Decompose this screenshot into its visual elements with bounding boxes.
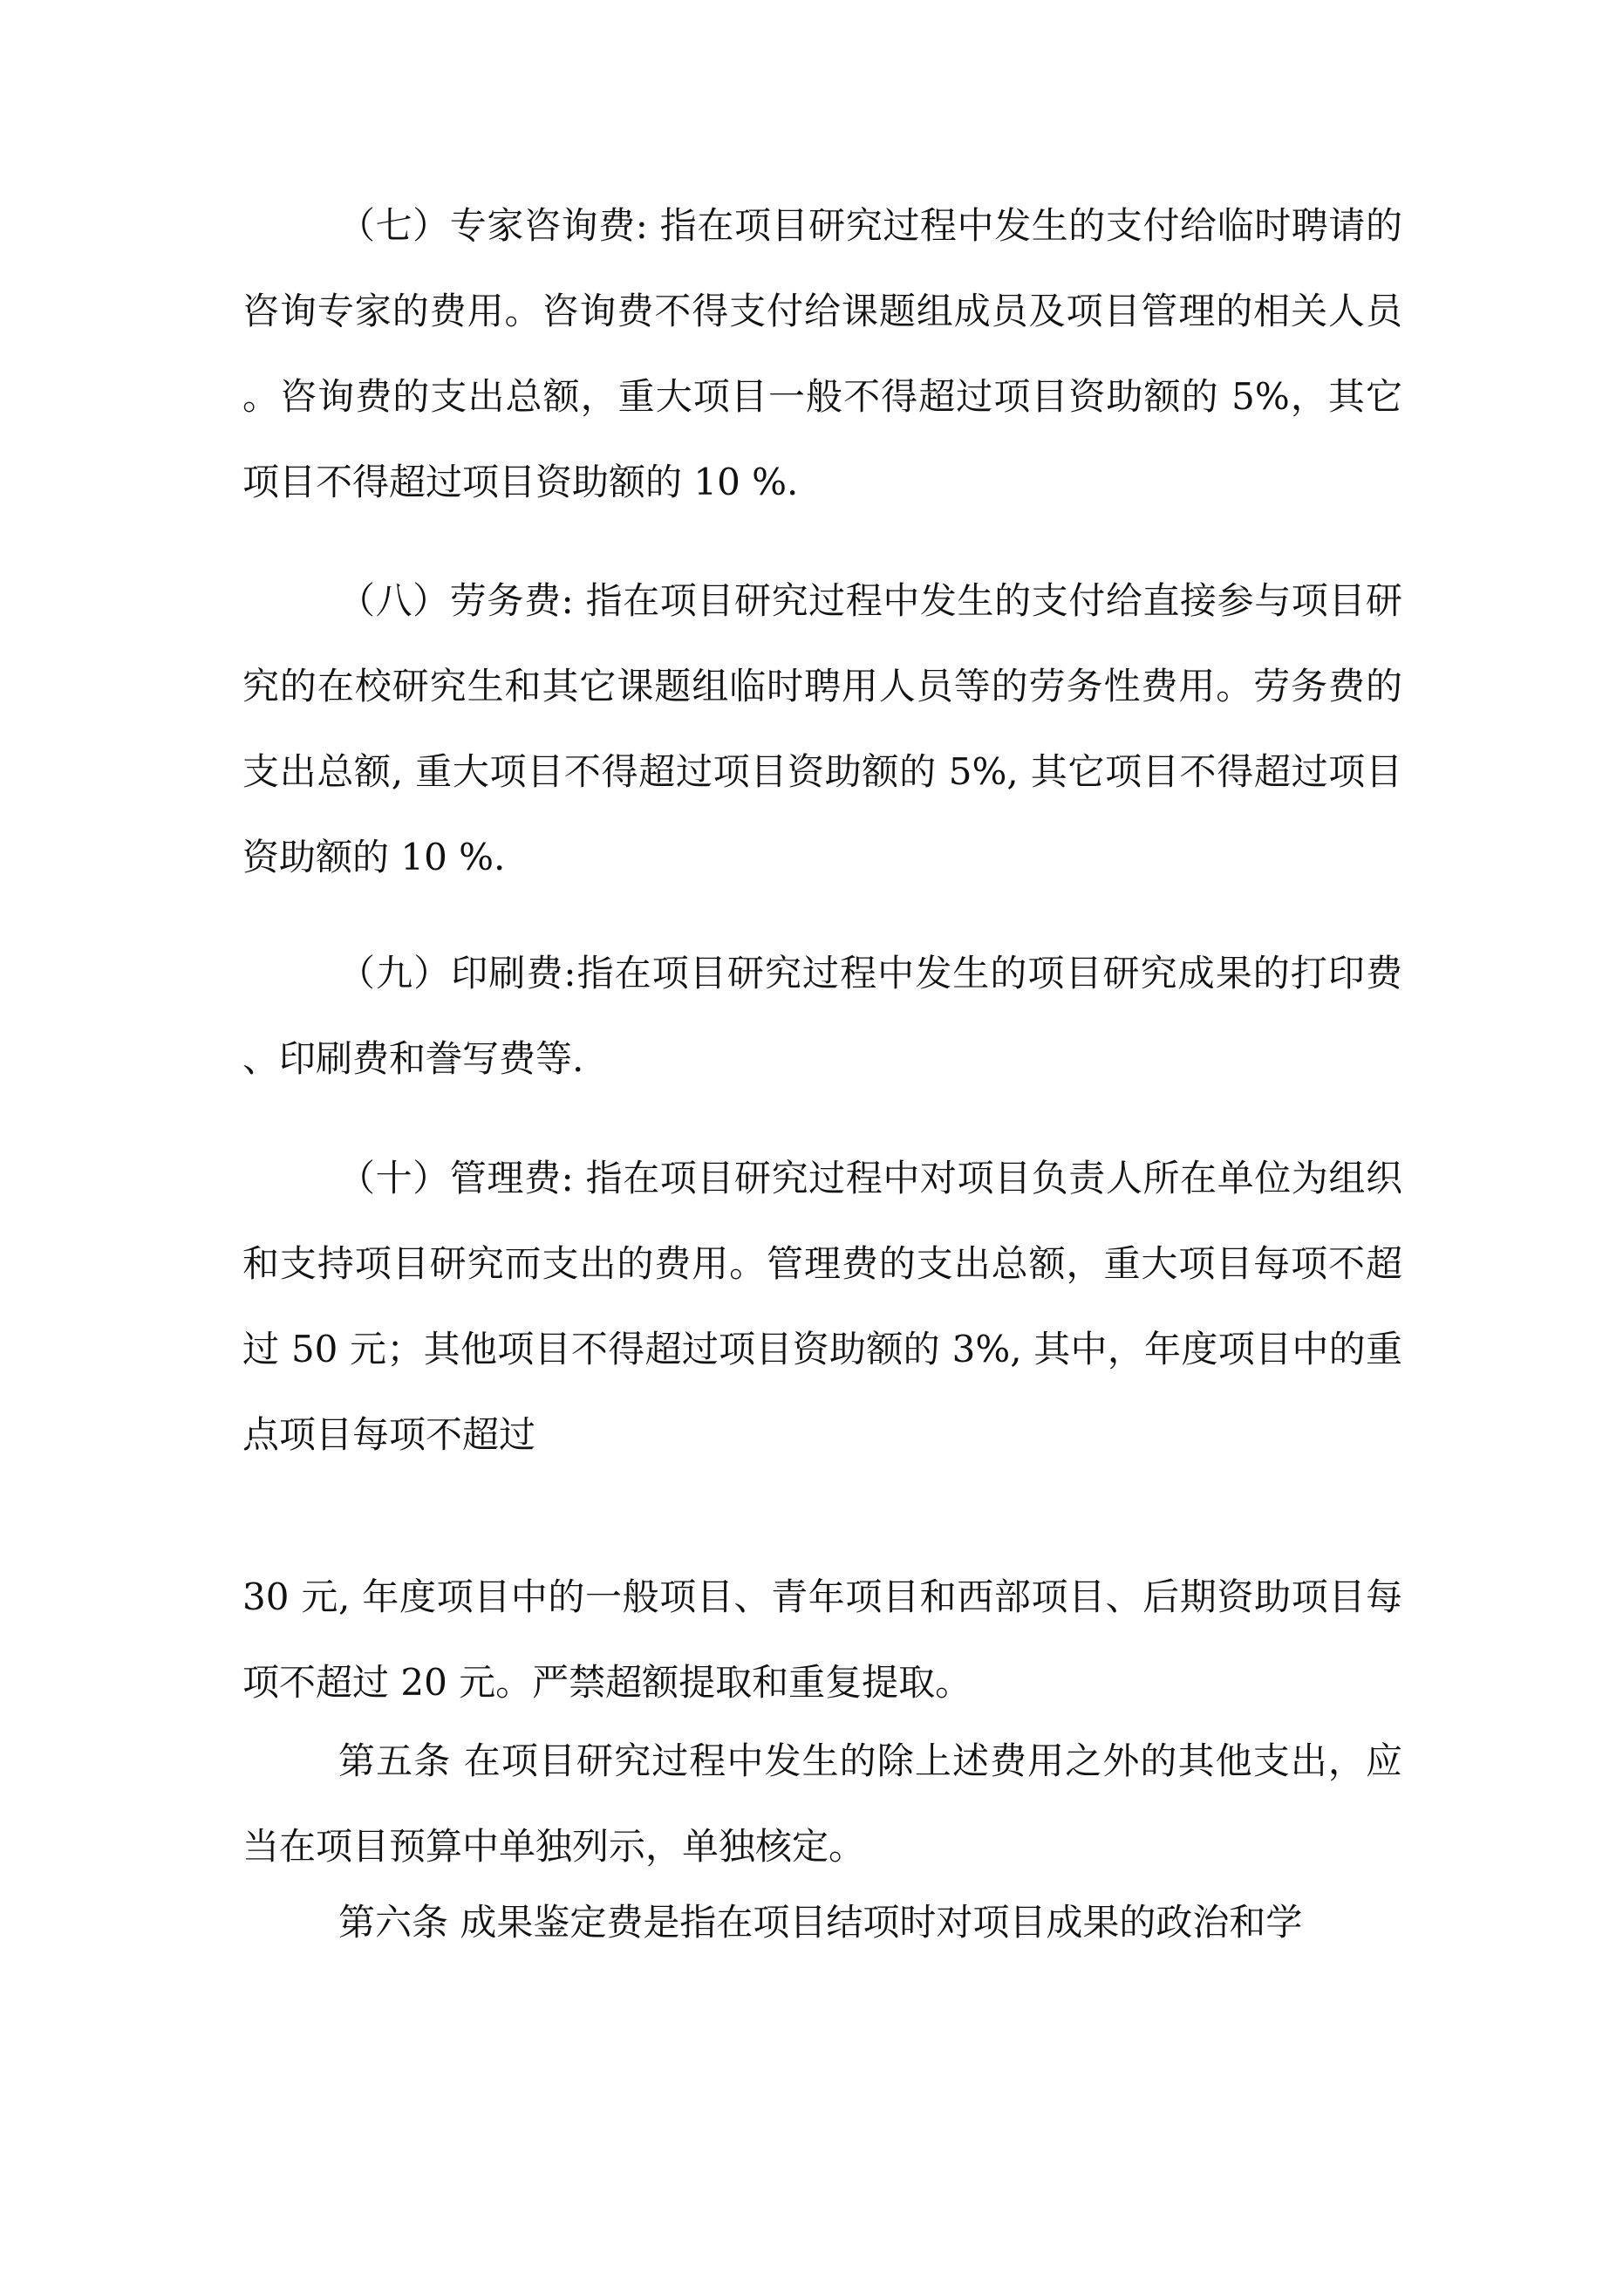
paragraph-article-six: 第六条 成果鉴定费是指在项目结项时对项目成果的政治和学: [338, 1901, 1303, 1944]
paragraph-article-five: 第五条 在项目研究过程中发生的除上述费用之外的其他支出，应当在项目预算中单独列示，单独核定。: [242, 1739, 1402, 1868]
paragraph-expert-consulting-fee: （七）专家咨询费: 指在项目研究过程中发生的支付给临时聘请的咨询专家的费用。咨询费不得支付给课题组成员及项目管理的相关人员。咨询费的支出总额，重大项目一般不得超过项目资助额的 5%，其它项目不得超过项目资助额的 10 %.: [242, 204, 1402, 503]
paragraph-printing-fee: （九）印刷费:指在项目研究过程中发生的项目研究成果的打印费、印刷费和誊写费等.: [242, 952, 1402, 1080]
paragraph-management-fee: （十）管理费: 指在项目研究过程中对项目负责人所在单位为组织和支持项目研究而支出的费用。管理费的支出总额，重大项目每项不超过 50 元；其他项目不得超过项目资助额的 3%, 其中，年度项目中的重点项目每项不超过: [242, 1157, 1402, 1456]
paragraph-labor-fee: （八）劳务费: 指在项目研究过程中发生的支付给直接参与项目研究的在校研究生和其它课题组临时聘用人员等的劳务性费用。劳务费的支出总额, 重大项目不得超过项目资助额的 5%, 其它项目不得超过项目资助额的 10 %.: [242, 579, 1402, 878]
paragraph-management-fee-continued: 30 元, 年度项目中的一般项目、青年项目和西部项目、后期资助项目每项不超过 20 元。严禁超额提取和重复提取。: [242, 1575, 1402, 1704]
